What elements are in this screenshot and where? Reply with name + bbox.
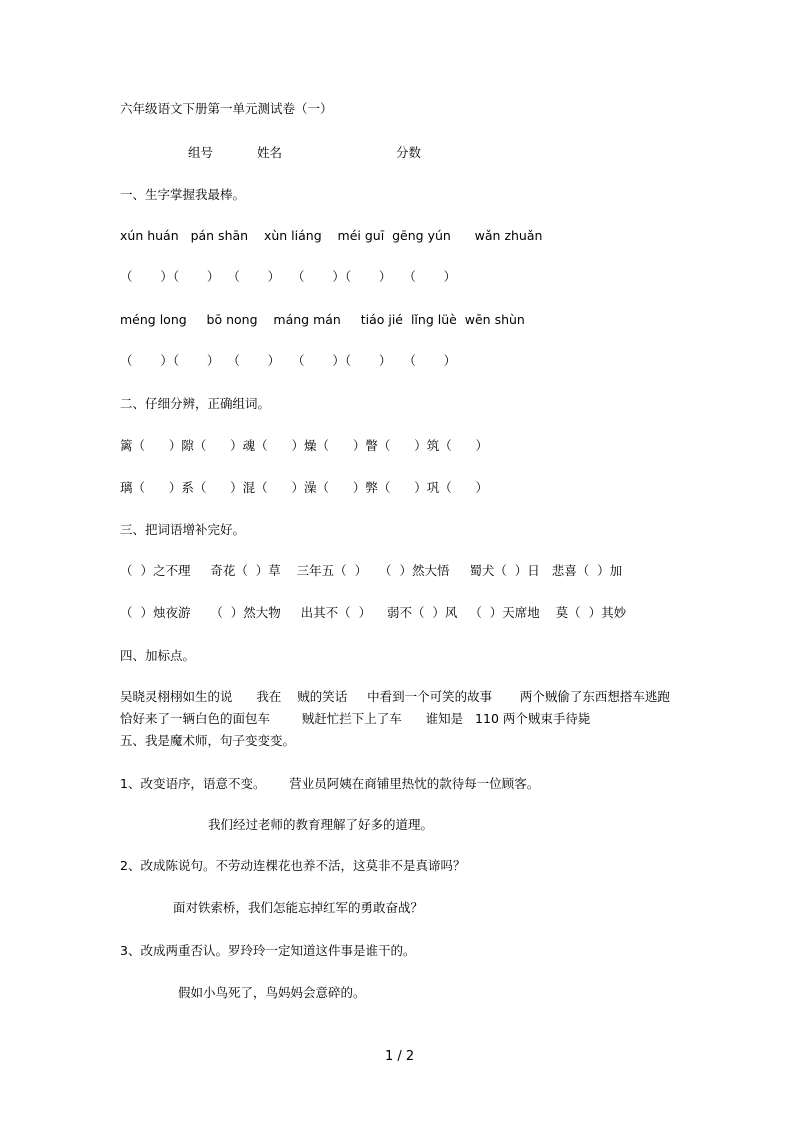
idiom-row-2: （ ）烛夜游 （ ）然大物 出其不（ ） 弱不（ ）风 （ ）天席地 莫（ ）其妙: [120, 605, 627, 620]
score-label: 分数: [396, 145, 422, 160]
word-group-row-2: 璃（ ）系（ ）混（ ）澡（ ）弊（ ）巩（ ）: [120, 480, 489, 495]
idiom-row-1: （ ）之不理 奇花（ ）草 三年五（ ） （ ）然大悟 蜀犬（ ）日 悲喜（ ）加: [120, 563, 623, 578]
page-number: 1 / 2: [385, 1049, 415, 1064]
question-2: 2、改成陈说句。不劳动连棵花也养不活，这莫非不是真谛吗？: [120, 858, 466, 873]
answer-brackets-row-2: （ ）（ ） （ ） （ ）（ ） （ ）: [120, 353, 457, 368]
question-3: 3、改成两重否认。罗玲玲一定知道这件事是谁干的。: [120, 943, 416, 958]
question-1: 1、改变语序，语意不变。 营业员阿姨在商铺里热忱的款待每一位顾客。: [120, 776, 540, 791]
page-title: 六年级语文下册第一单元测试卷（一）: [120, 101, 333, 116]
pinyin-row-1: xún huán pán shān xùn liáng méi guī gēng yún wǎn zhuǎn: [120, 228, 543, 243]
punctuation-line-1: 吴晓灵栩栩如生的说 我在 贼的笑话 中看到一个可笑的故事 两个贼偷了东西想搭车逃跑: [120, 689, 670, 704]
question-3-sentence: 假如小鸟死了，鸟妈妈会意碎的。: [178, 985, 366, 1000]
section-5-heading: 五、我是魔术师，句子变变变。: [120, 733, 296, 748]
section-3-heading: 三、把词语增补完好。: [120, 522, 246, 537]
question-2-sentence: 面对铁索桥，我们怎能忘掉红军的勇敢奋战？: [173, 900, 424, 915]
name-label: 姓名: [257, 145, 283, 160]
question-1-sentence: 我们经过老师的教育理解了好多的道理。: [208, 817, 434, 832]
punctuation-line-2: 恰好来了一辆白色的面包车 贼赶忙拦下上了车 谁知是 110 两个贼束手待毙: [120, 711, 591, 726]
word-group-row-1: 篱（ ）隙（ ）魂（ ）燥（ ）瞥（ ）筑（ ）: [120, 438, 489, 453]
pinyin-row-2: méng long bō nong máng mán tiáo jié lǐng lüè wēn shùn: [120, 312, 525, 327]
group-label: 组号: [188, 145, 214, 160]
answer-brackets-row-1: （ ）（ ） （ ） （ ）（ ） （ ）: [120, 269, 457, 284]
section-1-heading: 一、生字掌握我最棒。: [120, 187, 246, 202]
section-2-heading: 二、仔细分辨，正确组词。: [120, 396, 271, 411]
section-4-heading: 四、加标点。: [120, 648, 196, 663]
